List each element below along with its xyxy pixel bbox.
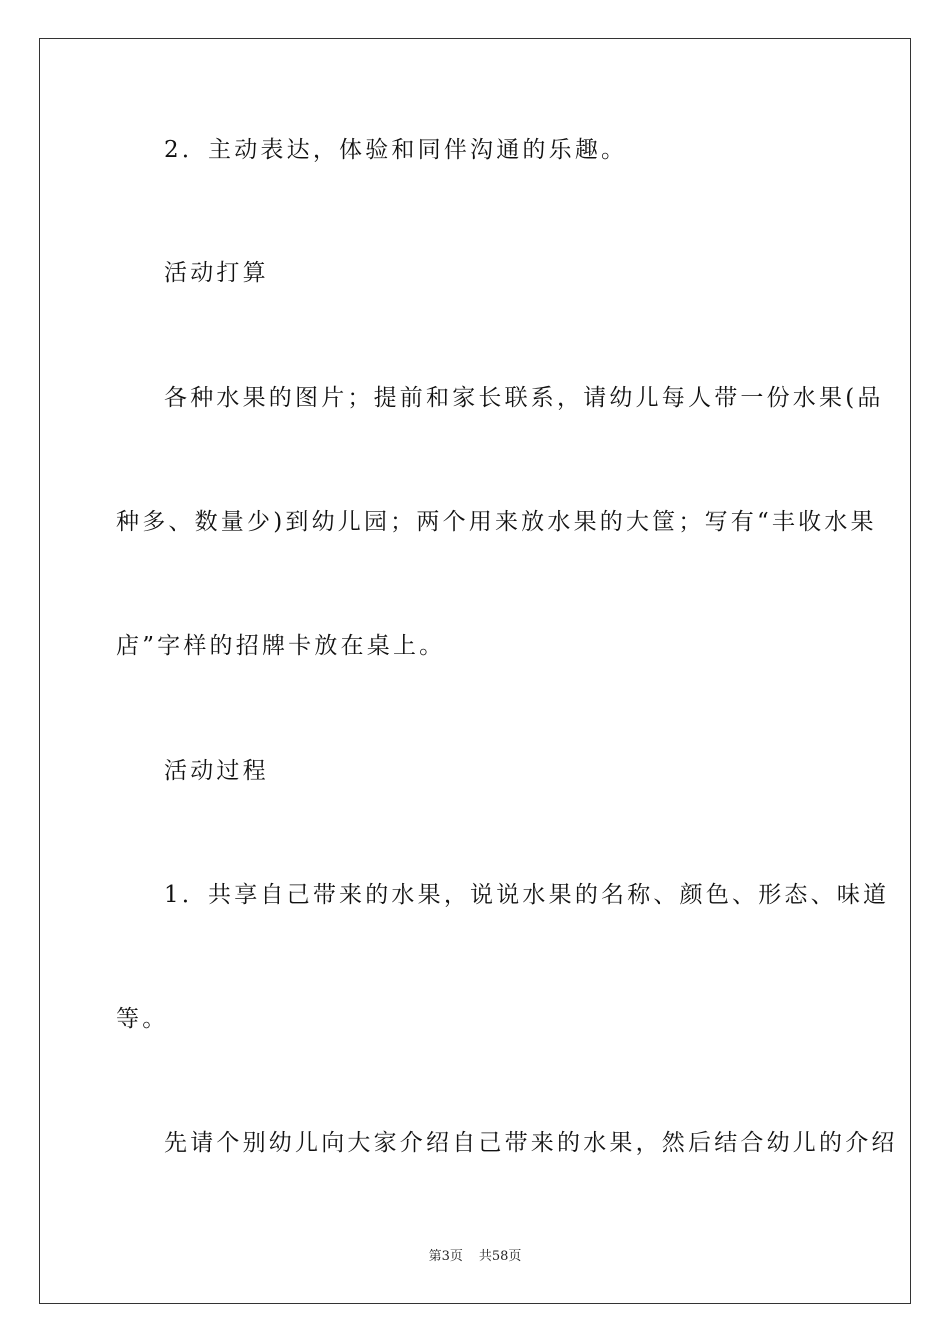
- paragraph-line-step-1-detail: 先请个别幼儿向大家介绍自己带来的水果，然后结合幼儿的介绍: [164, 1130, 898, 1156]
- section-heading-process: 活动过程: [164, 758, 269, 784]
- section-heading-preparation: 活动打算: [164, 260, 269, 286]
- paragraph-line-step-1: 1．共享自己带来的水果，说说水果的名称、颜色、形态、味道: [164, 882, 890, 908]
- page-footer: [0, 1249, 950, 1265]
- page-border: [39, 38, 911, 1304]
- paragraph-line-step-1-cont: 等。: [116, 1006, 169, 1032]
- page-number-total: 共58页: [478, 1249, 522, 1264]
- page-number-current: 第3页: [428, 1249, 463, 1264]
- paragraph-line-materials-1: 各种水果的图片；提前和家长联系，请幼儿每人带一份水果(品: [164, 385, 884, 411]
- paragraph-line-materials-3: 店”字样的招牌卡放在桌上。: [116, 633, 446, 659]
- paragraph-line-materials-2: 种多、数量少)到幼儿园；两个用来放水果的大筐；写有“丰收水果: [116, 509, 877, 535]
- paragraph-line-goal-2: 2．主动表达，体验和同伴沟通的乐趣。: [164, 137, 628, 163]
